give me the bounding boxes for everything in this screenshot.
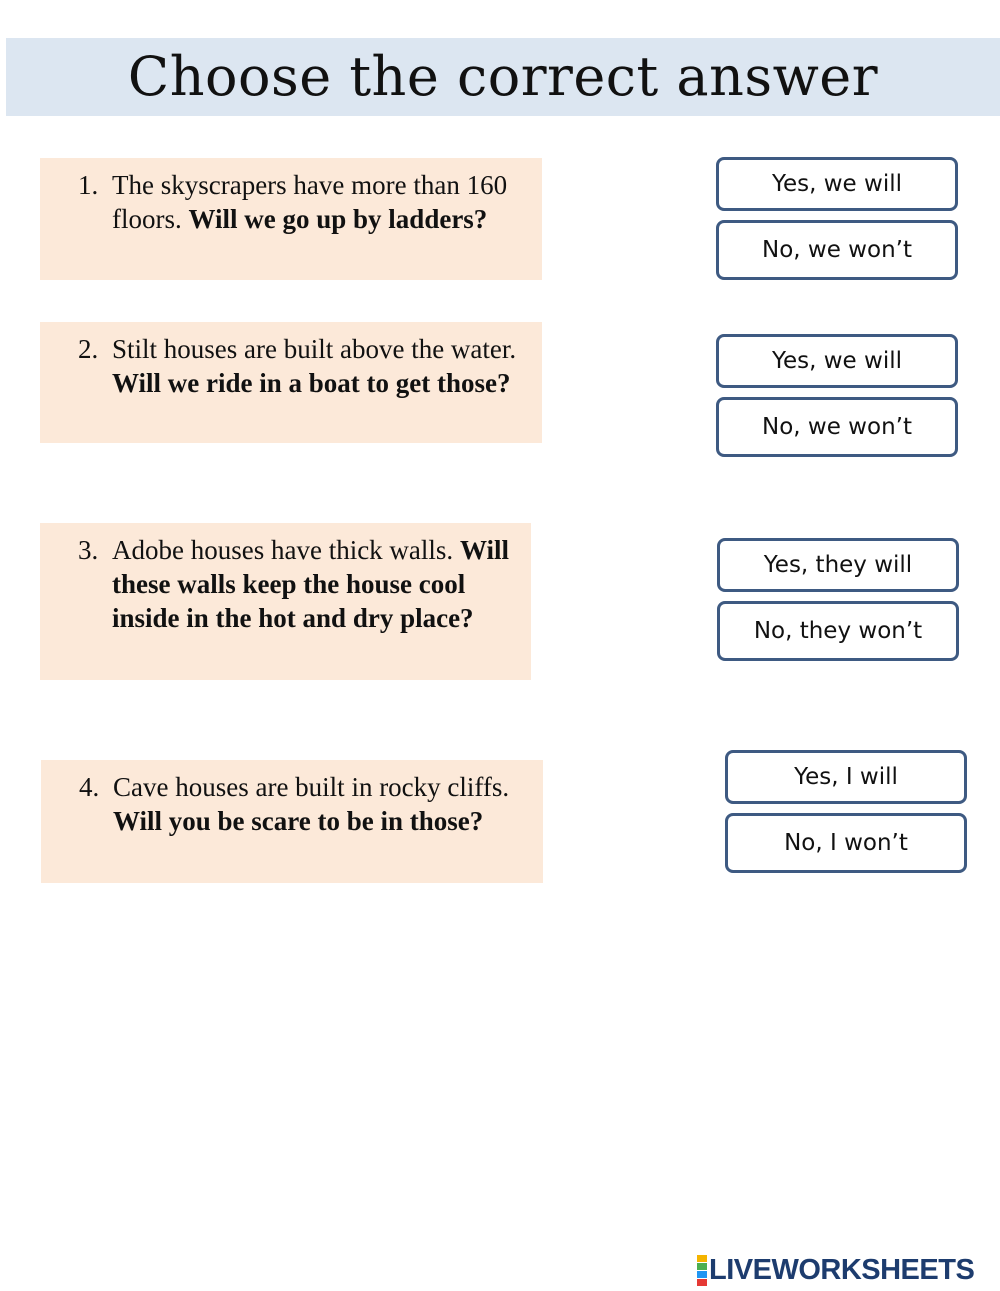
question-4-option-no-button[interactable]: No, I won’t [725,813,967,873]
question-bold-text: Will we ride in a boat to get those? [112,368,511,398]
logo-blocks-icon [697,1254,707,1286]
question-2-option-no-button[interactable]: No, we won’t [716,397,958,457]
question-number: 3. [78,535,99,565]
question-4-box [41,760,543,883]
title-banner [6,38,1000,116]
question-plain-text: Cave houses are built in rocky cliffs. [113,772,510,802]
question-plain-text: Stilt houses are built above the water. [112,334,517,364]
question-text [112,168,528,236]
question-number: 2. [78,334,99,364]
question-1-option-yes-button[interactable]: Yes, we will [716,157,958,211]
question-4-option-yes-button[interactable]: Yes, I will [725,750,967,804]
question-number: 1. [78,170,99,200]
question-3-option-yes-button[interactable]: Yes, they will [717,538,959,592]
logo-text: LIVEWORKSHEETS [709,1253,975,1286]
question-number: 4. [79,772,100,802]
question-2-option-yes-button[interactable]: Yes, we will [716,334,958,388]
question-text [112,533,517,635]
question-bold-text: Will these walls keep the house cool inside in the hot and dry place? [112,535,509,633]
page-title: Choose the correct answer [127,45,879,108]
question-1-option-no-button[interactable]: No, we won’t [716,220,958,280]
question-2-box [40,322,542,443]
question-plain-text: Adobe houses have thick walls. [112,535,454,565]
question-bold-text: Will we go up by ladders? [188,204,488,234]
question-1-box [40,158,542,280]
question-3-option-no-button[interactable]: No, they won’t [717,601,959,661]
question-plain-text: The skyscrapers have more than 160 floors. [112,170,508,234]
liveworksheets-logo [697,1252,974,1288]
question-text [113,770,529,838]
question-bold-text: Will you be scare to be in those? [113,806,484,836]
question-text [112,332,528,400]
question-3-box [40,523,531,680]
